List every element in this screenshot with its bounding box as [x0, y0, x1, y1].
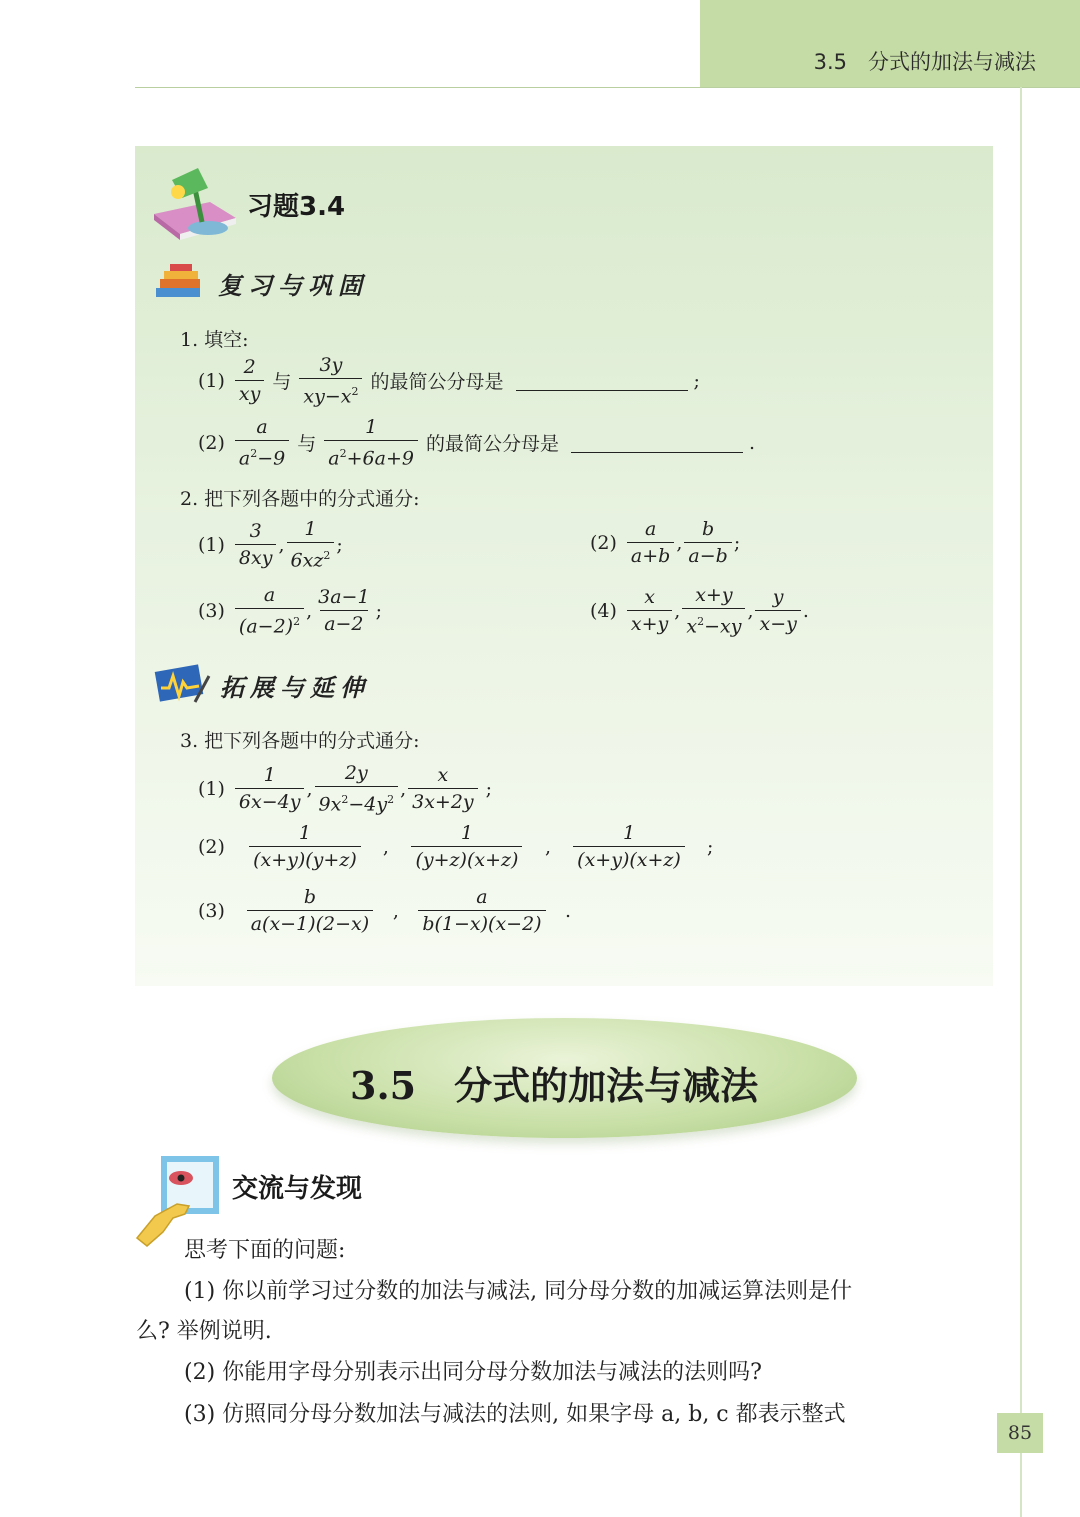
discover-line-3: 么? 举例说明.	[136, 1319, 272, 1344]
exercise-title: 习题3.4	[247, 192, 346, 222]
books-icon	[152, 262, 210, 302]
fraction: $\frac{1}{a^2+6a+9}$	[324, 416, 418, 469]
q3-part-2: (2) $\frac{1}{(x+y)(y+z)}$ , $\frac{1}{(y+z)(x+z)}$ , $\frac{1}{(x+y)(x+z)}$ ;	[198, 822, 714, 871]
q2-part-2: (2) $\frac{a}{a+b}$ , $\frac{b}{a-b}$ ;	[590, 518, 741, 567]
monitor-wave-icon	[153, 662, 213, 708]
section-title-review: 复习与巩固	[218, 271, 368, 300]
section-title-extension: 拓展与延伸	[220, 673, 370, 702]
header-rule	[135, 87, 1080, 88]
discover-line-2: (1) 你以前学习过分数的加法与减法, 同分母分数的加减运算法则是什	[184, 1279, 853, 1304]
running-header: 3.5 分式的加法与减法	[813, 50, 1036, 74]
q3-part-1: (1) $\frac{1}{6x-4y}$ , $\frac{2y}{9x^2-4y^2}$ , $\frac{x}{3x+2y}$ ;	[198, 762, 493, 816]
question-1-stem: 1. 填空:	[180, 329, 249, 351]
answer-blank[interactable]	[516, 370, 688, 391]
answer-blank[interactable]	[571, 432, 743, 453]
discover-line-5: (3) 仿照同分母分数加法与减法的法则, 如果字母 a, b, c 都表示整式	[184, 1402, 846, 1427]
q3-part-3: (3) $\frac{b}{a(x-1)(2-x)}$ , $\frac{a}{b(1-x)(x-2)}$ .	[198, 886, 572, 935]
fraction: $\frac{a}{a^2-9}$	[235, 416, 289, 469]
fraction: $\frac{3y}{xy-x^2}$	[299, 354, 362, 407]
part-label: (1)	[198, 369, 225, 392]
discover-line-1: 思考下面的问题:	[184, 1238, 346, 1263]
q2-part-4: (4) $\frac{x}{x+y}$ , $\frac{x+y}{x^2-xy}$ , $\frac{y}{x-y}$ .	[590, 584, 809, 638]
question-3-stem: 3. 把下列各题中的分式通分:	[180, 730, 420, 752]
margin-rule	[1020, 87, 1022, 1517]
discover-line-4: (2) 你能用字母分别表示出同分母分数加法与减法的法则吗?	[184, 1360, 762, 1385]
q2-part-3: (3) $\frac{a}{(a-2)^2}$ , $\frac{3a-1}{a-2}$ ;	[198, 584, 382, 638]
question-2-stem: 2. 把下列各题中的分式通分:	[180, 488, 420, 510]
desk-lamp-icon	[150, 162, 242, 246]
q2-part-1: (1) $\frac{3}{8xy}$ , $\frac{1}{6xz^2}$ ;	[198, 518, 343, 572]
fraction: $\frac{2}{xy}$	[235, 356, 264, 405]
q1-part-2: (2) $\frac{a}{a^2-9}$ 与 $\frac{1}{a^2+6a+9}$ 的最简公分母是 .	[198, 416, 756, 470]
page-number: 85	[997, 1413, 1043, 1453]
discover-title: 交流与发现	[232, 1174, 363, 1204]
q1-part-1: (1) $\frac{2}{xy}$ 与 $\frac{3y}{xy-x^2}$ 的最简公分母是 ;	[198, 354, 700, 408]
section-title: 3.5 分式的加法与减法	[350, 1063, 759, 1108]
part-label: (2)	[198, 431, 225, 454]
